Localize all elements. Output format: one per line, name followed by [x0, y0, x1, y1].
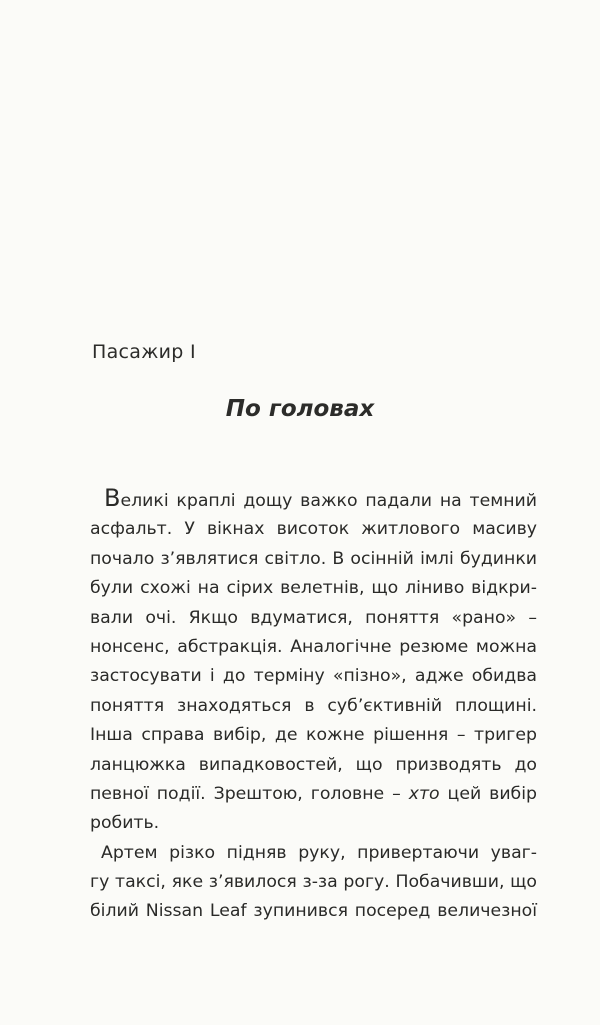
paragraph1-line-7: застосувати і до терміну «пізно», адже обидва — [90, 666, 537, 687]
paragraph2-line-1 — [90, 839, 537, 868]
paragraph1-line-4: були схожі на сірих велетнів, що ліниво відкри- — [90, 578, 537, 599]
emphasis-word: хто — [408, 783, 440, 804]
line-11-before: певної події. Зрештою, головне – — [90, 783, 409, 804]
paragraph1-line-1 — [90, 486, 537, 515]
paragraph1-line-2: асфальт. У вікнах висоток житлового масиву — [90, 519, 537, 540]
body-text — [90, 486, 537, 927]
paragraph1-line-1-text: еликі краплі дощу важко падали на темний — [120, 491, 537, 511]
chapter-title: По головах — [225, 396, 375, 422]
part-title: Пасажир I — [92, 341, 196, 363]
paragraph1-line-8: поняття знаходяться в суб’єктивній площині. — [90, 695, 537, 716]
paragraph1-line-10: ланцюжка випадковостей, що призводять до — [90, 754, 537, 775]
paragraph1-line-3: почало з’являтися світло. В осінній імлі будинки — [90, 548, 537, 569]
paragraph1-last-line: робить. — [90, 813, 160, 834]
paragraph1-line-9: Інша справа вибір, де кожне рішення – тригер — [90, 725, 537, 746]
drop-letter: В — [104, 484, 121, 512]
paragraph2-line-1-text: Артем різко підняв руку, привертаючи уваг- — [101, 842, 537, 863]
line-11-after: цей вибір — [439, 783, 537, 804]
paragraph1-line-5: вали очі. Якщо вдуматися, поняття «рано» – — [90, 607, 537, 628]
paragraph2-line-3: білий Nissan Leaf зупинився посеред величезної — [90, 901, 537, 922]
paragraph2-line-2: гу таксі, яке з’явилося з-за рогу. Побачивши, що — [90, 872, 537, 893]
paragraph1-line-6: нонсенс, абстракція. Аналогічне резюме можна — [90, 636, 537, 657]
paragraph1-line-11 — [90, 780, 537, 809]
